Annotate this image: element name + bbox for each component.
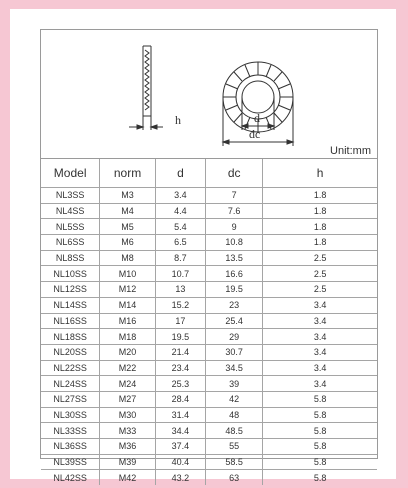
cell-model: NL4SS: [41, 203, 100, 219]
table-row: [41, 219, 377, 235]
pink-frame-inner: [10, 9, 396, 483]
cell-model: NL16SS: [41, 313, 100, 329]
cell-model: NL33SS: [41, 423, 100, 439]
cell-model: NL27SS: [41, 391, 100, 407]
cell-d: 34.4: [155, 423, 205, 439]
h-dimension-label: h: [175, 113, 181, 127]
cell-h: 2.5: [263, 282, 377, 298]
cell-h: 5.8: [263, 439, 377, 455]
table-row: [41, 188, 377, 204]
table-row: [41, 329, 377, 345]
cell-model: NL14SS: [41, 297, 100, 313]
cell-d: 5.4: [155, 219, 205, 235]
cell-norm: M3: [100, 188, 155, 204]
cell-h: 3.4: [263, 360, 377, 376]
cell-d: 15.2: [155, 297, 205, 313]
cell-model: NL10SS: [41, 266, 100, 282]
cell-model: NL18SS: [41, 329, 100, 345]
cell-dc: 9: [206, 219, 263, 235]
header-dc: dc: [206, 159, 263, 188]
cell-model: NL6SS: [41, 235, 100, 251]
table-row: [41, 297, 377, 313]
cell-dc: 16.6: [206, 266, 263, 282]
table-row: [41, 360, 377, 376]
header-h: h: [263, 159, 377, 188]
cell-h: 3.4: [263, 344, 377, 360]
cell-h: 1.8: [263, 219, 377, 235]
header-d: d: [155, 159, 205, 188]
cell-d: 19.5: [155, 329, 205, 345]
cell-d: 31.4: [155, 407, 205, 423]
cell-d: 17: [155, 313, 205, 329]
cell-dc: 30.7: [206, 344, 263, 360]
cell-h: 2.5: [263, 250, 377, 266]
table-row: [41, 470, 377, 485]
cell-d: 28.4: [155, 391, 205, 407]
cell-norm: M10: [100, 266, 155, 282]
table-header-row: [41, 159, 377, 188]
cell-norm: M27: [100, 391, 155, 407]
cell-d: 21.4: [155, 344, 205, 360]
washer-drawing-svg: [41, 30, 377, 158]
cell-norm: M8: [100, 250, 155, 266]
cell-norm: M30: [100, 407, 155, 423]
cell-dc: 23: [206, 297, 263, 313]
cell-norm: M36: [100, 439, 155, 455]
technical-drawing: [41, 30, 377, 159]
table-row: [41, 266, 377, 282]
cell-d: 25.3: [155, 376, 205, 392]
cell-h: 2.5: [263, 266, 377, 282]
table-row: [41, 313, 377, 329]
cell-dc: 42: [206, 391, 263, 407]
cell-h: 5.8: [263, 407, 377, 423]
cell-h: 3.4: [263, 313, 377, 329]
cell-d: 13: [155, 282, 205, 298]
cell-d: 4.4: [155, 203, 205, 219]
cell-dc: 19.5: [206, 282, 263, 298]
cell-norm: M14: [100, 297, 155, 313]
cell-d: 43.2: [155, 470, 205, 485]
cell-dc: 58.5: [206, 454, 263, 470]
cell-dc: 63: [206, 470, 263, 485]
cell-norm: M39: [100, 454, 155, 470]
washer-side-view: [129, 46, 163, 130]
table-row: [41, 250, 377, 266]
cell-norm: M33: [100, 423, 155, 439]
cell-model: NL12SS: [41, 282, 100, 298]
cell-h: 1.8: [263, 188, 377, 204]
spec-table: [41, 159, 377, 485]
cell-dc: 10.8: [206, 235, 263, 251]
dc-dimension-label: dc: [249, 127, 261, 141]
unit-label: Unit:mm: [330, 145, 371, 157]
cell-model: NL3SS: [41, 188, 100, 204]
cell-d: 23.4: [155, 360, 205, 376]
cell-dc: 7: [206, 188, 263, 204]
table-row: [41, 282, 377, 298]
cell-dc: 55: [206, 439, 263, 455]
d-dimension-label: d: [254, 111, 260, 125]
cell-model: NL22SS: [41, 360, 100, 376]
cell-norm: M22: [100, 360, 155, 376]
cell-d: 40.4: [155, 454, 205, 470]
cell-model: NL30SS: [41, 407, 100, 423]
table-body: [41, 188, 377, 486]
cell-h: 5.8: [263, 470, 377, 485]
cell-norm: M5: [100, 219, 155, 235]
cell-norm: M6: [100, 235, 155, 251]
cell-model: NL5SS: [41, 219, 100, 235]
cell-model: NL8SS: [41, 250, 100, 266]
cell-norm: M20: [100, 344, 155, 360]
table-row: [41, 235, 377, 251]
cell-norm: M18: [100, 329, 155, 345]
cell-dc: 7.6: [206, 203, 263, 219]
table-row: [41, 439, 377, 455]
table-row: [41, 454, 377, 470]
cell-model: NL24SS: [41, 376, 100, 392]
cell-dc: 34.5: [206, 360, 263, 376]
cell-d: 10.7: [155, 266, 205, 282]
cell-dc: 48.5: [206, 423, 263, 439]
cell-norm: M16: [100, 313, 155, 329]
cell-norm: M24: [100, 376, 155, 392]
cell-dc: 13.5: [206, 250, 263, 266]
cell-d: 8.7: [155, 250, 205, 266]
table-row: [41, 391, 377, 407]
cell-dc: 25.4: [206, 313, 263, 329]
table-row: [41, 376, 377, 392]
cell-h: 5.8: [263, 423, 377, 439]
cell-d: 6.5: [155, 235, 205, 251]
cell-norm: M12: [100, 282, 155, 298]
cell-dc: 39: [206, 376, 263, 392]
cell-norm: M4: [100, 203, 155, 219]
cell-h: 3.4: [263, 376, 377, 392]
cell-h: 5.8: [263, 454, 377, 470]
cell-model: NL42SS: [41, 470, 100, 485]
spec-sheet: [40, 29, 378, 483]
table-row: [41, 203, 377, 219]
cell-dc: 48: [206, 407, 263, 423]
table-row: [41, 344, 377, 360]
cell-h: 3.4: [263, 329, 377, 345]
cell-model: NL36SS: [41, 439, 100, 455]
header-norm: norm: [100, 159, 155, 188]
table-row: [41, 407, 377, 423]
cell-d: 37.4: [155, 439, 205, 455]
cell-h: 5.8: [263, 391, 377, 407]
cell-model: NL39SS: [41, 454, 100, 470]
header-model: Model: [41, 159, 100, 188]
cell-h: 1.8: [263, 235, 377, 251]
cell-h: 1.8: [263, 203, 377, 219]
cell-norm: M42: [100, 470, 155, 485]
cell-dc: 29: [206, 329, 263, 345]
cell-h: 3.4: [263, 297, 377, 313]
cell-d: 3.4: [155, 188, 205, 204]
table-row: [41, 423, 377, 439]
cell-model: NL20SS: [41, 344, 100, 360]
